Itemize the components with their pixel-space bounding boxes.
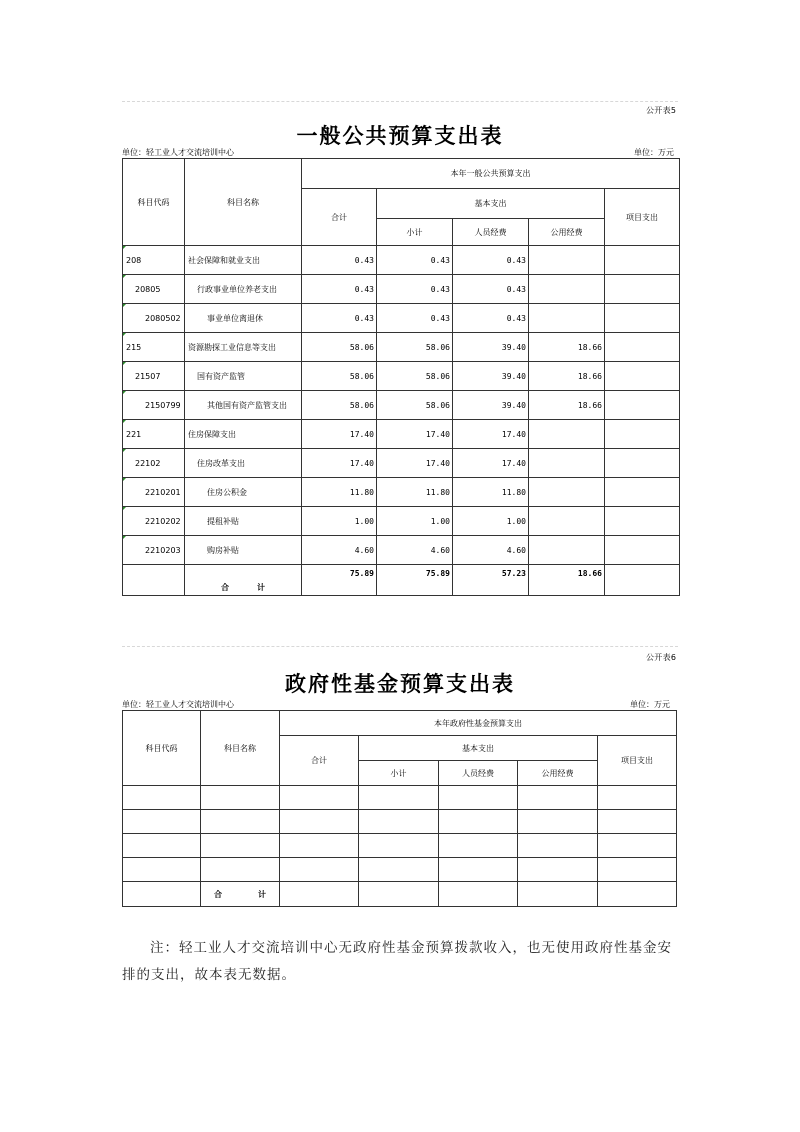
fund-table <box>122 710 677 907</box>
row-public: 18.66 <box>529 333 605 362</box>
header-personnel: 人员经费 <box>453 219 529 246</box>
row-personnel: 39.40 <box>453 333 529 362</box>
row-total: 58.06 <box>302 362 377 391</box>
fund-totals-row <box>123 882 677 907</box>
budget-table <box>122 158 680 596</box>
row-code: 208 <box>123 246 185 275</box>
table1-title: 一般公共预算支出表 <box>296 123 504 148</box>
table1-tag: 公开表5 <box>646 106 677 115</box>
row-public <box>529 420 605 449</box>
row-subtotal: 0.43 <box>377 304 453 333</box>
row-personnel: 4.60 <box>453 536 529 565</box>
row-code: 2210201 <box>123 478 185 507</box>
fund-header-subtotal: 小计 <box>359 761 439 786</box>
totals-code <box>123 565 185 596</box>
table-row <box>123 834 677 858</box>
row-public <box>529 507 605 536</box>
row-code: 2210202 <box>123 507 185 536</box>
row-project <box>605 246 680 275</box>
row-total: 11.80 <box>302 478 377 507</box>
table-row <box>123 449 680 478</box>
row-project <box>605 507 680 536</box>
row-project <box>605 362 680 391</box>
row-code: 20805 <box>123 275 185 304</box>
row-personnel: 1.00 <box>453 507 529 536</box>
table-row <box>123 478 680 507</box>
row-project <box>605 391 680 420</box>
table-row <box>123 786 677 810</box>
fund-header-code: 科目代码 <box>123 711 201 786</box>
row-project <box>605 449 680 478</box>
row-subtotal: 4.60 <box>377 536 453 565</box>
row-personnel: 17.40 <box>453 449 529 478</box>
row-name: 提租补贴 <box>185 507 302 536</box>
row-project <box>605 304 680 333</box>
fund-header-total: 合计 <box>280 736 359 786</box>
row-subtotal: 58.06 <box>377 391 453 420</box>
row-public: 18.66 <box>529 362 605 391</box>
top-divider <box>122 101 678 102</box>
row-subtotal: 58.06 <box>377 362 453 391</box>
row-total: 4.60 <box>302 536 377 565</box>
table1-unit-left: 单位：轻工业人才交流培训中心 <box>122 148 234 157</box>
table1-unit-right: 单位：万元 <box>634 148 674 157</box>
row-project <box>605 333 680 362</box>
row-personnel: 39.40 <box>453 391 529 420</box>
row-name: 住房改革支出 <box>185 449 302 478</box>
fund-header-project: 项目支出 <box>598 736 677 786</box>
row-code: 221 <box>123 420 185 449</box>
table-row <box>123 810 677 834</box>
totals-project <box>605 565 680 596</box>
row-public <box>529 536 605 565</box>
row-subtotal: 1.00 <box>377 507 453 536</box>
row-subtotal: 17.40 <box>377 449 453 478</box>
header-basic: 基本支出 <box>377 189 605 219</box>
row-public <box>529 449 605 478</box>
row-name: 其他国有资产监管支出 <box>185 391 302 420</box>
row-total: 0.43 <box>302 275 377 304</box>
header-total: 合计 <box>302 189 377 246</box>
row-subtotal: 0.43 <box>377 246 453 275</box>
table-row <box>123 858 677 882</box>
table-row <box>123 275 680 304</box>
table2-tag: 公开表6 <box>646 653 677 662</box>
row-personnel: 0.43 <box>453 246 529 275</box>
fund-header-basic: 基本支出 <box>359 736 598 761</box>
row-total: 0.43 <box>302 304 377 333</box>
row-public: 18.66 <box>529 391 605 420</box>
row-code: 215 <box>123 333 185 362</box>
table2-unit-right: 单位：万元 <box>630 700 670 709</box>
row-name: 购房补贴 <box>185 536 302 565</box>
row-subtotal: 17.40 <box>377 420 453 449</box>
row-code: 2150799 <box>123 391 185 420</box>
row-name: 事业单位离退休 <box>185 304 302 333</box>
table-row <box>123 246 680 275</box>
row-project <box>605 275 680 304</box>
row-personnel: 0.43 <box>453 275 529 304</box>
row-name: 资源勘探工业信息等支出 <box>185 333 302 362</box>
fund-totals-label-a: 合 <box>214 889 222 899</box>
row-name: 行政事业单位养老支出 <box>185 275 302 304</box>
header-public: 公用经费 <box>529 219 605 246</box>
row-project <box>605 478 680 507</box>
row-project <box>605 536 680 565</box>
row-code: 2080502 <box>123 304 185 333</box>
row-total: 58.06 <box>302 333 377 362</box>
table-row <box>123 507 680 536</box>
row-code: 2210203 <box>123 536 185 565</box>
row-subtotal: 0.43 <box>377 275 453 304</box>
row-code: 22102 <box>123 449 185 478</box>
row-public <box>529 246 605 275</box>
row-personnel: 11.80 <box>453 478 529 507</box>
note-paragraph: 注：轻工业人才交流培训中心无政府性基金预算拨款收入，也无使用政府性基金安排的支出，故本表无数据。 <box>122 940 672 983</box>
row-total: 58.06 <box>302 391 377 420</box>
second-divider <box>122 646 678 647</box>
row-name: 国有资产监管 <box>185 362 302 391</box>
header-subtotal: 小计 <box>377 219 453 246</box>
row-total: 17.40 <box>302 420 377 449</box>
table-row <box>123 391 680 420</box>
fund-totals-code <box>123 882 201 907</box>
row-total: 17.40 <box>302 449 377 478</box>
table2-title: 政府性基金预算支出表 <box>285 671 515 696</box>
fund-header-name: 科目名称 <box>201 711 280 786</box>
header-project: 项目支出 <box>605 189 680 246</box>
row-personnel: 0.43 <box>453 304 529 333</box>
table-row <box>123 536 680 565</box>
row-public <box>529 478 605 507</box>
header-name: 科目名称 <box>185 159 302 246</box>
row-project <box>605 420 680 449</box>
header-group: 本年一般公共预算支出 <box>302 159 680 189</box>
fund-totals-label <box>201 882 280 907</box>
row-name: 住房保障支出 <box>185 420 302 449</box>
row-total: 1.00 <box>302 507 377 536</box>
totals-label-a: 合 <box>221 583 229 592</box>
row-code: 21507 <box>123 362 185 391</box>
table-row <box>123 333 680 362</box>
totals-label <box>185 565 302 596</box>
totals-public: 18.66 <box>529 565 605 596</box>
row-total: 0.43 <box>302 246 377 275</box>
row-name: 住房公积金 <box>185 478 302 507</box>
table2-unit-left: 单位：轻工业人才交流培训中心 <box>122 700 234 709</box>
fund-header-personnel: 人员经费 <box>439 761 518 786</box>
header-code: 科目代码 <box>123 159 185 246</box>
totals-personnel: 57.23 <box>453 565 529 596</box>
row-subtotal: 11.80 <box>377 478 453 507</box>
row-personnel: 17.40 <box>453 420 529 449</box>
row-public <box>529 304 605 333</box>
table-row <box>123 304 680 333</box>
totals-subtotal: 75.89 <box>377 565 453 596</box>
totals-row <box>123 565 680 596</box>
fund-totals-label-b: 计 <box>258 889 266 899</box>
row-personnel: 39.40 <box>453 362 529 391</box>
totals-label-b: 计 <box>257 583 265 592</box>
row-public <box>529 275 605 304</box>
row-subtotal: 58.06 <box>377 333 453 362</box>
totals-total: 75.89 <box>302 565 377 596</box>
table-row <box>123 362 680 391</box>
row-name: 社会保障和就业支出 <box>185 246 302 275</box>
fund-header-group: 本年政府性基金预算支出 <box>280 711 677 736</box>
table-row <box>123 420 680 449</box>
fund-header-public: 公用经费 <box>518 761 598 786</box>
